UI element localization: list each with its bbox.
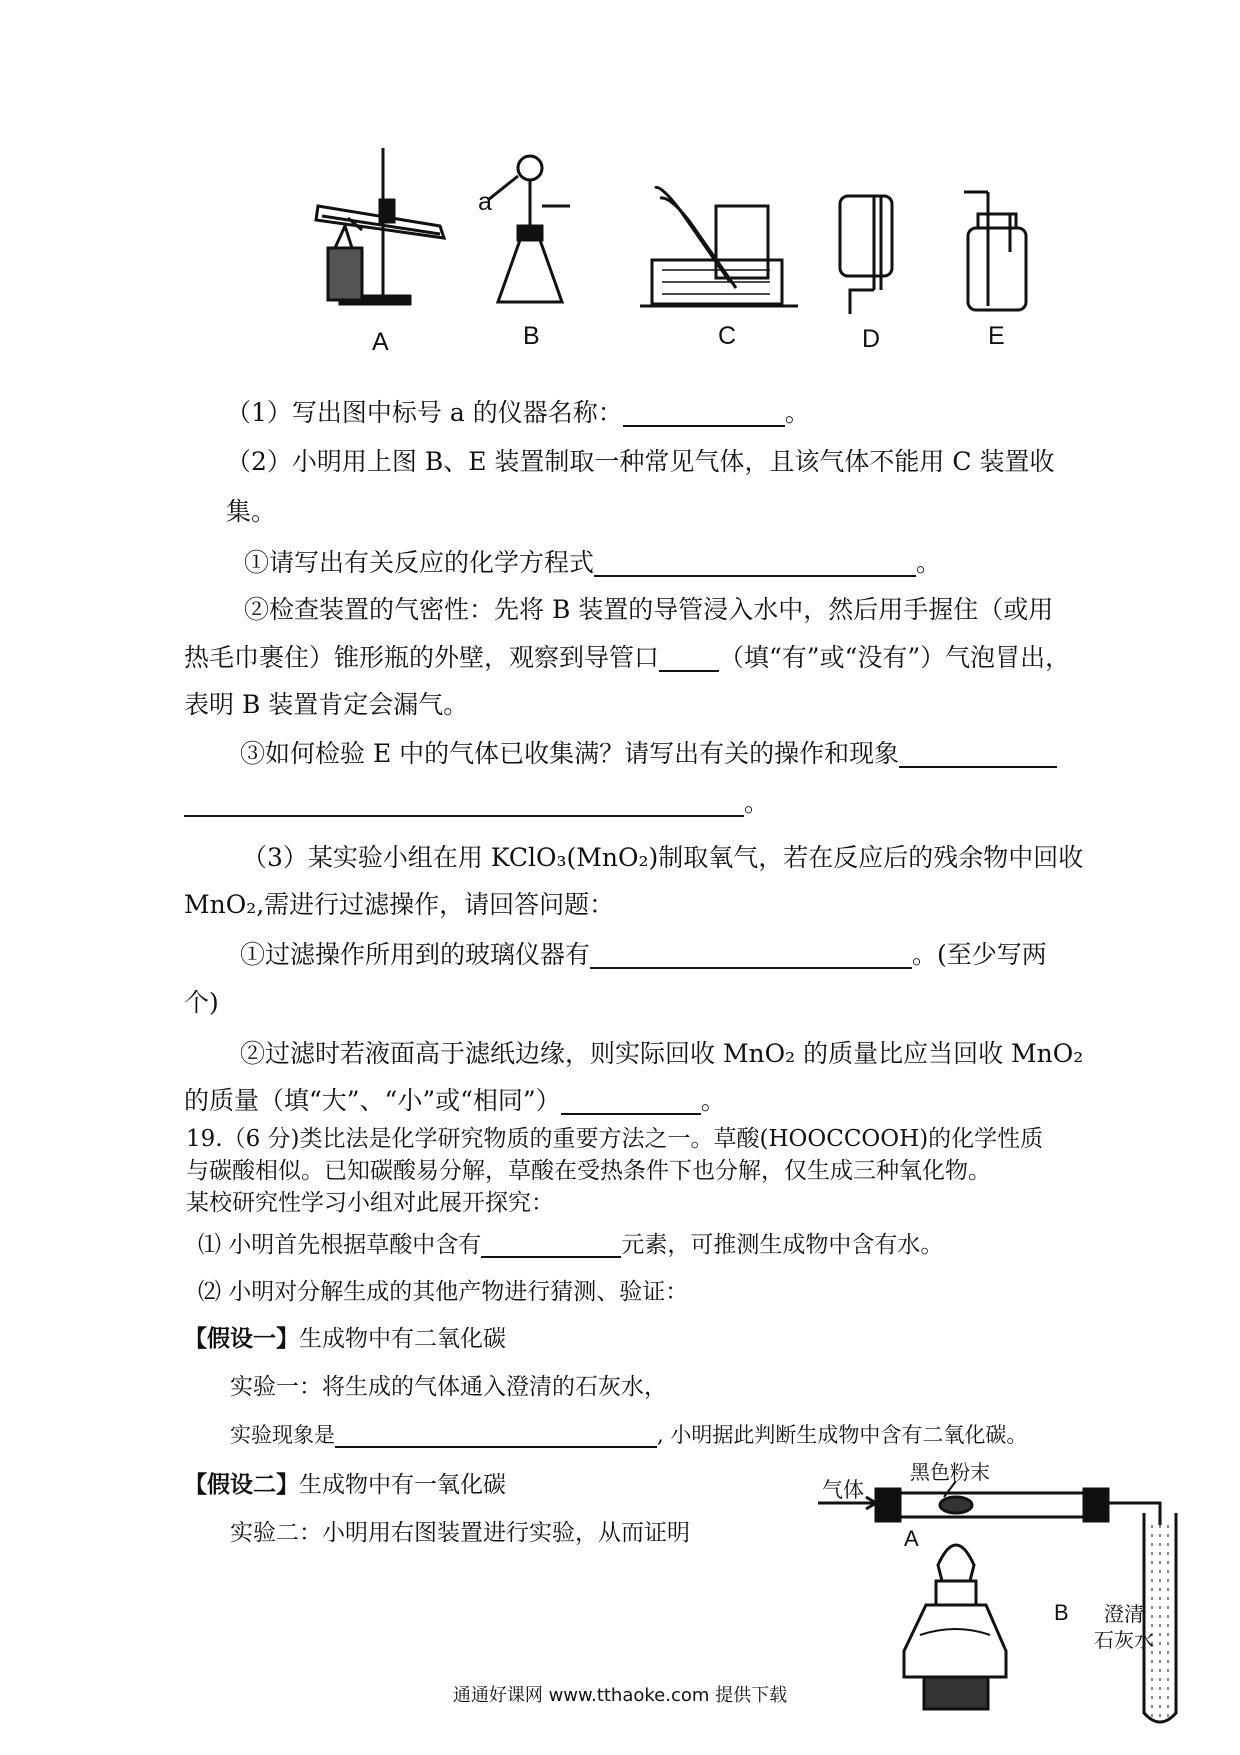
q2-p1-suffix: 。 <box>916 548 942 577</box>
q19-line3: 某校研究性学习小组对此展开探究： <box>186 1190 554 1216</box>
q3-p1-text: ①过滤操作所用到的玻璃仪器有 <box>240 940 591 969</box>
q3-p1-blank[interactable] <box>590 945 912 969</box>
q19-s1-suffix: 元素，可推测生成物中含有水。 <box>621 1232 944 1258</box>
label-a: A <box>372 328 389 356</box>
hypothesis-2-tag: 【假设二】 <box>184 1471 299 1498</box>
callout-a: a <box>478 188 492 216</box>
q3-p1-line2: 个) <box>184 988 219 1017</box>
q3-p2-line1: ②过滤时若液面高于滤纸边缘，则实际回收 MnO₂ 的质量比应当回收 MnO₂ <box>240 1039 1084 1068</box>
q2-p3-line1 <box>240 737 1057 771</box>
apparatus-e <box>964 192 1026 310</box>
q19-s1-blank[interactable] <box>481 1234 621 1258</box>
experiment-1-obs <box>230 1418 1027 1452</box>
q3-line2: MnO₂,需进行过滤操作，请回答问题： <box>184 890 615 919</box>
q2-p2-line1: ②检查装置的气密性：先将 B 装置的导管浸入水中，然后用手握住（或用 <box>244 595 1054 624</box>
experiment-1-obs-blank[interactable] <box>335 1428 657 1448</box>
q2-p2-blank[interactable] <box>659 648 719 672</box>
limewater-label-2: 石灰水 <box>1094 1630 1154 1652</box>
q2-p2-line3: 表明 B 装置肯定会漏气。 <box>184 690 469 719</box>
hypothesis-1 <box>184 1322 506 1356</box>
q3-p1 <box>240 938 1047 972</box>
q2-p2-text: 热毛巾裹住）锥形瓶的外壁，观察到导管口 <box>184 643 660 672</box>
q2-p2-line2 <box>184 641 1070 675</box>
q1-text: （1）写出图中标号 a 的仪器名称： <box>226 398 623 427</box>
q2-p3-blank-2[interactable] <box>184 793 744 817</box>
apparatus-b <box>488 156 570 302</box>
hypothesis-1-tag: 【假设一】 <box>184 1325 299 1352</box>
apparatus-c <box>640 187 798 306</box>
experiment-1: 实验一：将生成的气体通入澄清的石灰水， <box>230 1374 667 1400</box>
q19-s1 <box>198 1228 943 1262</box>
q3-line1: （3）某实验小组在用 KClO₃(MnO₂)制取氧气，若在反应后的残余物中回收 <box>242 843 1084 872</box>
q1-answer-blank[interactable] <box>623 403 785 427</box>
q1-line <box>226 396 810 430</box>
q2-p1-blank[interactable] <box>594 553 916 577</box>
q3-p2-suffix: 。 <box>700 1086 726 1115</box>
apparatus-figure <box>0 0 1240 360</box>
label-e: E <box>988 322 1005 350</box>
apparatus-a-label: A <box>904 1526 919 1551</box>
q3-p2-line2 <box>184 1084 726 1118</box>
q2-p2-suffix: （填“有”或“没有”）气泡冒出， <box>719 643 1071 672</box>
q3-p1-suffix: 。(至少写两 <box>912 940 1047 969</box>
q2-p1-text: ①请写出有关反应的化学方程式 <box>244 548 595 577</box>
q3-p2-text: 的质量（填“大”、“小”或“相同”） <box>184 1086 561 1115</box>
q19-line1: 19.（6 分)类比法是化学研究物质的重要方法之一。草酸(HOOCCOOH)的化学性质 <box>186 1126 1044 1152</box>
label-b: B <box>523 322 540 350</box>
q2-line1: （2）小明用上图 B、E 装置制取一种常见气体，且该气体不能用 C 装置收 <box>226 447 1055 476</box>
q2-p3-end: 。 <box>744 788 770 817</box>
q19-line2: 与碳酸相似。已知碳酸易分解，草酸在受热条件下也分解，仅生成三种氧化物。 <box>186 1158 991 1184</box>
apparatus-a <box>316 148 444 304</box>
black-powder-label: 黑色粉末 <box>910 1462 990 1484</box>
q3-p2-blank[interactable] <box>561 1091 701 1115</box>
q19-s2: ⑵ 小明对分解生成的其他产物进行猜测、验证： <box>198 1279 689 1305</box>
gas-label: 气体 <box>822 1479 864 1502</box>
limewater-label-1: 澄清 <box>1104 1604 1144 1626</box>
label-d: D <box>862 325 881 353</box>
q19-s1-text: ⑴ 小明首先根据草酸中含有 <box>198 1232 482 1258</box>
hypothesis-2 <box>184 1468 506 1502</box>
label-c: C <box>718 322 737 350</box>
hypothesis-1-text: 生成物中有二氧化碳 <box>299 1326 506 1352</box>
footer: 通通好课网 www.tthaoke.com 提供下载 <box>452 1685 788 1706</box>
experiment-1-obs-suffix: , 小明据此判断生成物中含有二氧化碳。 <box>657 1423 1028 1447</box>
q1-suffix: 。 <box>784 398 810 427</box>
q2-line2: 集。 <box>226 497 277 526</box>
q2-p3-blank-1[interactable] <box>899 744 1057 768</box>
experiment-2: 实验二：小明用右图装置进行实验，从而证明 <box>230 1520 690 1546</box>
apparatus-d <box>840 196 892 314</box>
apparatus-b-label: B <box>1054 1600 1069 1625</box>
q2-p1 <box>244 546 941 580</box>
q2-p3-line2 <box>184 786 769 820</box>
hypothesis-2-text: 生成物中有一氧化碳 <box>299 1472 506 1498</box>
q2-p3-text: ③如何检验 E 中的气体已收集满？请写出有关的操作和现象 <box>240 739 900 768</box>
experiment-1-obs-text: 实验现象是 <box>230 1423 335 1447</box>
